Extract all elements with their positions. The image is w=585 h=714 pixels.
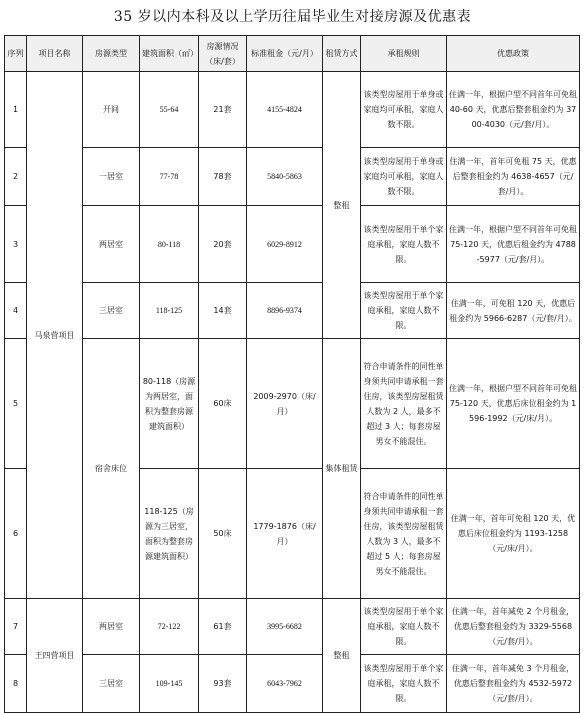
project-name: 马泉营项目 [27, 72, 83, 599]
header-rule: 承租规则 [361, 36, 447, 72]
housing-table [4, 35, 580, 713]
table-row [5, 283, 580, 339]
row-units: 60床 [199, 339, 247, 469]
row-rule: 该类型房屋用于单个家庭承租，家庭人数不限。 [361, 655, 447, 713]
row-area: 77-78 [140, 148, 199, 206]
row-rent: 2009-2970（床/月） [247, 339, 323, 469]
row-no: 6 [5, 469, 27, 599]
row-rule: 该类型房屋用于单个家庭承租，家庭人数不限。 [361, 206, 447, 283]
header-rent: 标准租金（元/月） [247, 36, 323, 72]
row-units: 78套 [199, 148, 247, 206]
header-type: 房源类型 [83, 36, 140, 72]
table-row [5, 599, 580, 655]
row-rent: 6043-7962 [247, 655, 323, 713]
table-row [5, 339, 580, 469]
row-units: 50床 [199, 469, 247, 599]
row-area: 118-125 [140, 283, 199, 339]
row-policy: 住满一年，根据户型不同首年可免租 75-120 天，优惠后租金约为 4788-5977（元/套/月）。 [447, 206, 580, 283]
row-no: 7 [5, 599, 27, 655]
row-units: 61套 [199, 599, 247, 655]
row-area: 55-64 [140, 72, 199, 148]
document-title: 35 岁以内本科及以上学历往届毕业生对接房源及优惠表 [113, 9, 472, 25]
row-rent: 6029-8912 [247, 206, 323, 283]
row-area: 118-125（房源为三居室，面积为整套房源建筑面积） [140, 469, 199, 599]
row-units: 93套 [199, 655, 247, 713]
row-policy: 住满一年，首年可免租 75 天，优惠后整套租金约为 4638-4657（元/套/月）。 [447, 148, 580, 206]
row-type: 两居室 [83, 206, 140, 283]
row-rule: 该类型房屋用于单身或家庭均可承租，家庭人数不限。 [361, 148, 447, 206]
row-no: 8 [5, 655, 27, 713]
row-rule: 符合申请条件的同性单身须共同申请承租一套住房，该类型房屋租赁人数为 3 人，最多不超过 5 人；每套房屋男女不能混住。 [361, 469, 447, 599]
row-type: 两居室 [83, 599, 140, 655]
row-policy: 住满一年，可免租 120 天，优惠后租金约为 5966-6287（元/套/月）。 [447, 283, 580, 339]
header-units: 房源情况（床/套） [199, 36, 247, 72]
table-row [5, 72, 580, 148]
project-name: 王四营项目 [27, 599, 83, 713]
row-rent: 5840-5863 [247, 148, 323, 206]
row-area: 80-118（房源为两居室，面积为整套房源建筑面积） [140, 339, 199, 469]
row-no: 3 [5, 206, 27, 283]
row-units: 20套 [199, 206, 247, 283]
row-policy: 住满一年，首年减免 2 个月租金，优惠后整套租金约为 3329-5568（元/套/月）。 [447, 599, 580, 655]
row-policy: 住满一年，根据户型不同首年可免租 75-120 天，优惠后床位租金约为 1596-1992（元/床/月）。 [447, 339, 580, 469]
header-policy: 优惠政策 [447, 36, 580, 72]
row-area: 72-122 [140, 599, 199, 655]
row-type: 三居室 [83, 283, 140, 339]
row-no: 4 [5, 283, 27, 339]
table-row [5, 655, 580, 713]
row-area: 80-118 [140, 206, 199, 283]
row-no: 1 [5, 72, 27, 148]
row-no: 5 [5, 339, 27, 469]
row-rent: 3995-6682 [247, 599, 323, 655]
row-units: 14套 [199, 283, 247, 339]
row-rule: 该类型房屋用于单个家庭承租，家庭人数不限。 [361, 599, 447, 655]
row-area: 109-145 [140, 655, 199, 713]
row-no: 2 [5, 148, 27, 206]
row-policy: 住满一年，首年可免租 120 天，优惠后床位租金约为 1193-1258（元/床/月）。 [447, 469, 580, 599]
row-type: 三居室 [83, 655, 140, 713]
lease-mode: 整租 [323, 72, 361, 339]
row-type: 开间 [83, 72, 140, 148]
lease-mode: 集体租赁 [323, 339, 361, 599]
header-area: 建筑面积（㎡） [140, 36, 199, 72]
row-rule: 该类型房屋用于单身或家庭均可承租，家庭人数不限。 [361, 72, 447, 148]
row-rule: 符合申请条件的同性单身须共同申请承租一套住房，该类型房屋租赁人数为 2 人，最多不超过 3 人；每套房屋男女不能混住。 [361, 339, 447, 469]
row-rule: 该类型房屋用于单个家庭承租，家庭人数不限。 [361, 283, 447, 339]
row-type: 一居室 [83, 148, 140, 206]
row-rent: 4155-4824 [247, 72, 323, 148]
row-policy: 住满一年，首年减免 3 个月租金，优惠后整套租金约为 4532-5972（元/套/月）。 [447, 655, 580, 713]
header-row [5, 36, 580, 72]
table-row [5, 206, 580, 283]
row-type-dorm: 宿舍床位 [83, 339, 140, 599]
lease-mode: 整租 [323, 599, 361, 713]
row-units: 21套 [199, 72, 247, 148]
table-row [5, 148, 580, 206]
header-mode: 租赁方式 [323, 36, 361, 72]
header-project: 项目名称 [27, 36, 83, 72]
row-policy: 住满一年，根据户型不同首年可免租 40-60 天，优惠后整套租金约为 3700-4030（元/套/月）。 [447, 72, 580, 148]
header-no: 序列 [5, 36, 27, 72]
row-rent: 1779-1876（床/月） [247, 469, 323, 599]
row-rent: 8896-9374 [247, 283, 323, 339]
